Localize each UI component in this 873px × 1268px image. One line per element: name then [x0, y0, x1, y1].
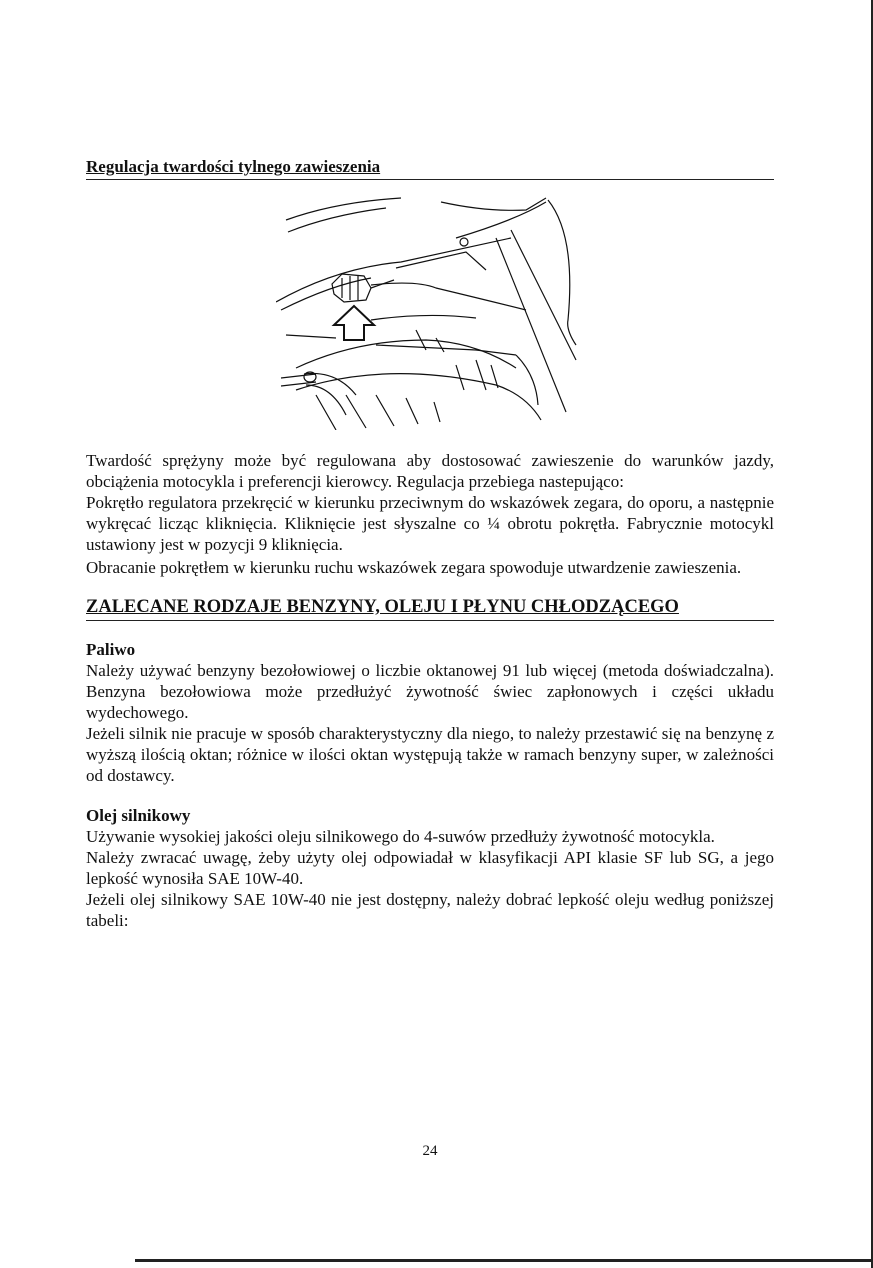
- fuel-text: [86, 660, 774, 786]
- suspension-paragraph-1: Twardość sprężyny może być regulowana aby dostosować zawieszenie do warunków jazdy, obciążenia motocykla i preferencji kierowcy. Regulacja przebiega nastepująco:: [86, 451, 774, 491]
- suspension-paragraph-3: Obracanie pokrętłem w kierunku ruchu wskazówek zegara spowoduje utwardzenie zawieszenia.: [86, 558, 742, 577]
- oil-paragraph-2: Należy zwracać uwagę, żeby użyty olej odpowiadał w klasyfikacji API klasie SF lub SG, a jego lepkość wynosiła SAE 10W-40.: [86, 848, 774, 888]
- oil-text: [86, 826, 774, 931]
- oil-paragraph-1: Używanie wysokiej jakości oleju silnikowego do 4-suwów przedłuży żywotność motocykla.: [86, 827, 715, 846]
- oil-heading: Olej silnikowy: [86, 806, 191, 825]
- suspension-text: [86, 450, 774, 578]
- rear-shock-adjuster-illustration: [276, 190, 596, 430]
- fuel-paragraph-2: Jeżeli silnik nie pracuje w sposób charakterystyczny dla niego, to należy przestawić się na benzynę z wyższą ilością oktan; różnice w ilości oktan występują także w ramach benzyny super, w zależności od dostawcy.: [86, 724, 774, 785]
- oil-paragraph-3: Jeżeli olej silnikowy SAE 10W-40 nie jest dostępny, należy dobrać lepkość oleju według poniższej tabeli:: [86, 890, 774, 930]
- fuel-paragraph-1: Należy używać benzyny bezołowiowej o liczbie oktanowej 91 lub więcej (metoda doświadczalna). Benzyna bezołowiowa może przedłużyć żywotność świec zapłonowych i części układu wydechowego.: [86, 661, 774, 722]
- page-number: 24: [422, 1143, 438, 1159]
- scan-edge-bottom: [135, 1259, 873, 1262]
- fuel-heading: Paliwo: [86, 640, 136, 659]
- fluids-section-title: ZALECANE RODZAJE BENZYNY, OLEJU I PŁYNU CHŁODZĄCEGO: [86, 597, 774, 621]
- suspension-paragraph-2: Pokrętło regulatora przekręcić w kierunku przeciwnym do wskazówek zegara, do oporu, a następnie wykręcać licząc kliknięcia. Kliknięcie jest słyszalne co ¼ obrotu pokrętła. Fabrycznie motocykl ustawiony jest w pozycji 9 kliknięcia.: [86, 493, 774, 554]
- suspension-section-title: Regulacja twardości tylnego zawieszenia: [86, 157, 774, 180]
